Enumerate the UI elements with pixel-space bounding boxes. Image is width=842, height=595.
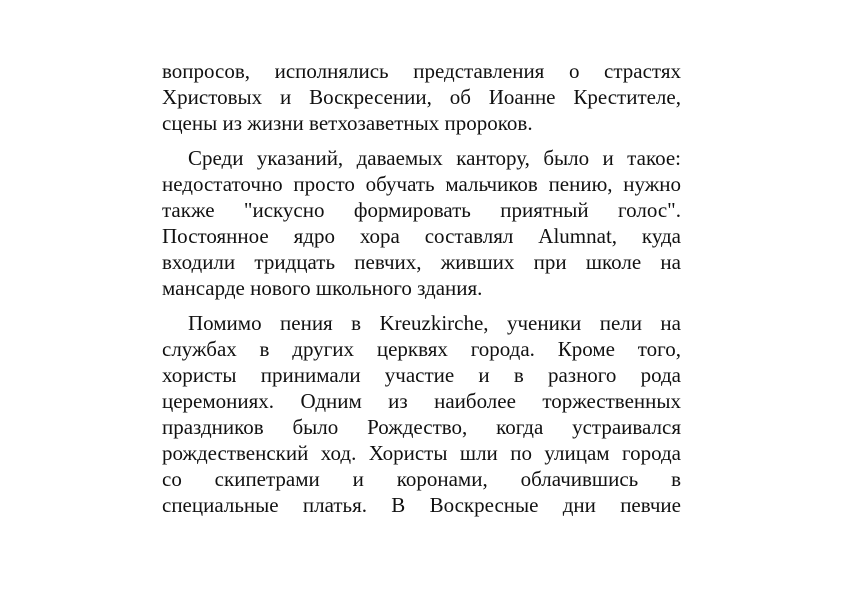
text-line: службах в других церквях города. Кроме того, xyxy=(162,337,681,361)
text-line: хористы принимали участие и в разного рода xyxy=(162,363,681,387)
text-line: рождественский ход. Хористы шли по улицам города xyxy=(162,441,681,465)
text-line: сцены из жизни ветхозаветных пророков. xyxy=(162,111,533,135)
text-line: Помимо пения в Kreuzkirche, ученики пели на xyxy=(188,311,681,335)
page-text xyxy=(162,58,681,518)
text-line: также "искусно формировать приятный голос". xyxy=(162,198,681,222)
text-line: Постоянное ядро хора составлял Alumnat, куда xyxy=(162,224,681,248)
text-line: входили тридцать певчих, живших при школе на xyxy=(162,250,681,274)
text-line: специальные платья. В Воскресные дни певчие xyxy=(162,493,681,517)
text-line: Христовых и Воскресении, об Иоанне Крестителе, xyxy=(162,85,681,109)
text-line: недостаточно просто обучать мальчиков пению, нужно xyxy=(162,172,681,196)
paragraph-3 xyxy=(162,310,681,518)
paragraph-gap xyxy=(162,136,681,145)
paragraph-2 xyxy=(162,145,681,301)
paragraph-1 xyxy=(162,58,681,136)
text-line: церемониях. Одним из наиболее торжественных xyxy=(162,389,681,413)
text-line: со скипетрами и коронами, облачившись в xyxy=(162,467,681,491)
paragraph-gap xyxy=(162,301,681,310)
text-line: праздников было Рождество, когда устраивался xyxy=(162,415,681,439)
text-line: вопросов, исполнялись представления о страстях xyxy=(162,59,681,83)
text-line: Среди указаний, даваемых кантору, было и такое: xyxy=(188,146,681,170)
text-line: мансарде нового школьного здания. xyxy=(162,276,483,300)
